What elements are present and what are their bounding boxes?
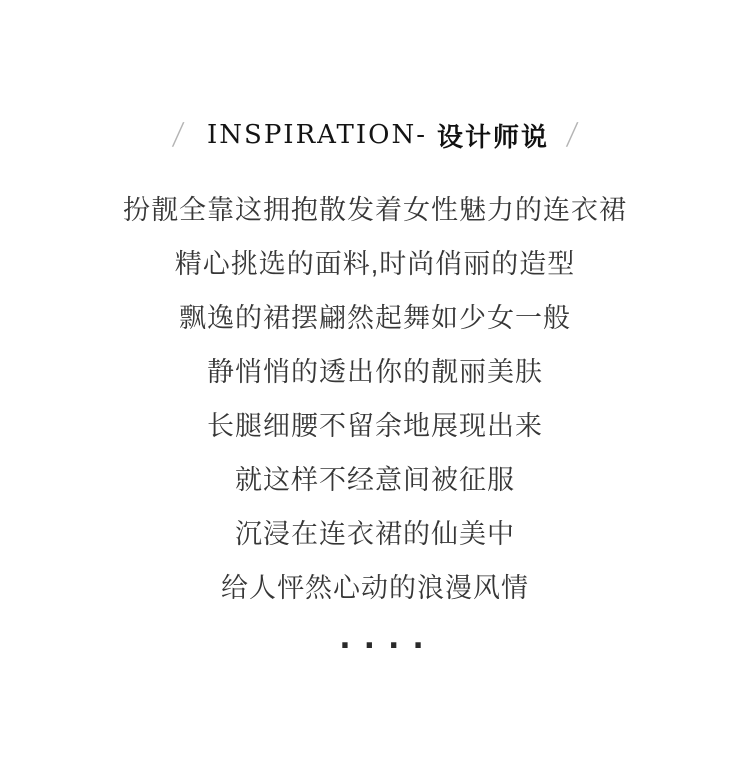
copy-line: 给人怦然心动的浪漫风情	[221, 573, 529, 603]
copy-line: 静悄悄的透出你的靓丽美肤	[207, 357, 543, 387]
left-slash-decoration: /	[170, 117, 186, 152]
copy-line: 就这样不经意间被征服	[235, 465, 515, 495]
right-slash-decoration: /	[564, 117, 580, 152]
copy-line: 精心挑选的面料,时尚俏丽的造型	[174, 249, 576, 279]
copy-line: 飘逸的裙摆翩然起舞如少女一般	[179, 303, 571, 333]
copy-line: 长腿细腰不留余地展现出来	[207, 411, 543, 441]
copy-line: 扮靓全靠这拥抱散发着女性魅力的连衣裙	[123, 195, 627, 225]
section-title	[0, 112, 750, 158]
section-title-english: INSPIRATION-	[206, 120, 427, 150]
section-title-chinese: 设计师说	[436, 122, 549, 153]
ellipsis-dots: ....	[339, 621, 437, 656]
description-copy	[0, 183, 750, 615]
copy-line: 沉浸在连衣裙的仙美中	[235, 519, 515, 549]
